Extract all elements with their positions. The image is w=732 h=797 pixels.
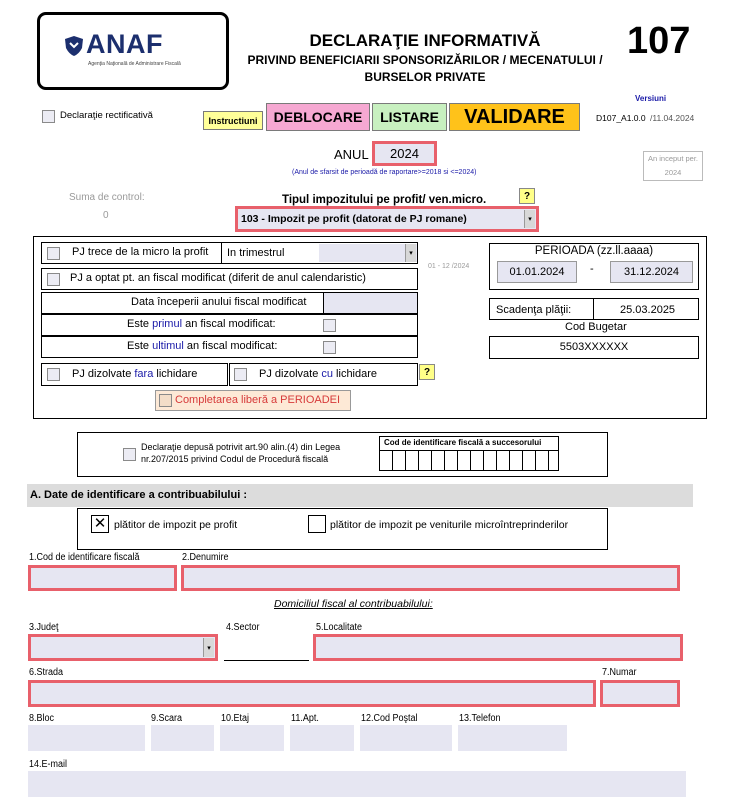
- dissolved-without-label: PJ dizolvate fara lichidare: [72, 368, 198, 380]
- fiscal-modified-checkbox[interactable]: [47, 273, 60, 286]
- anaf-logo: [37, 12, 229, 90]
- dissolved-help-button[interactable]: ?: [419, 364, 435, 380]
- phone-label: 13.Telefon: [459, 713, 501, 724]
- last-year-label: Este ultimul an fiscal modificat:: [127, 340, 278, 352]
- logo-text: ANAF: [86, 29, 163, 59]
- trimestru-label: In trimestrul: [227, 247, 285, 259]
- rectificativa-label: Declaraţie rectificativă: [60, 110, 153, 121]
- year-label: ANUL: [334, 147, 369, 162]
- numar-input[interactable]: [600, 680, 680, 707]
- control-sum-value: 0: [103, 210, 109, 221]
- scara-input[interactable]: [151, 725, 214, 751]
- year-hint: (Anul de sfarsit de perioadă de raportare>=2018 si <=2024): [292, 169, 477, 176]
- an-inceput-value: 2024: [664, 168, 682, 177]
- form-number: 107: [627, 20, 691, 62]
- first-year-label: Este primul an fiscal modificat:: [127, 318, 276, 330]
- localitate-input[interactable]: [313, 634, 683, 661]
- payer-micro-label: plătitor de impozit pe veniturile microîntreprinderilor: [330, 519, 569, 531]
- phone-input[interactable]: [458, 725, 567, 751]
- start-date-label: Data începerii anului fiscal modificat: [131, 296, 307, 308]
- trimestru-select[interactable]: [221, 242, 418, 264]
- cif-input[interactable]: [28, 565, 177, 591]
- localitate-label: 5.Localitate: [316, 622, 363, 633]
- sector-label: 4.Sector: [226, 622, 260, 633]
- section-a-title: A. Date de identificare a contribuabilului :: [30, 489, 247, 501]
- name-label: 2.Denumire: [182, 552, 229, 563]
- micro-checkbox[interactable]: [47, 247, 60, 260]
- tax-type-selected: 103 - Impozit pe profit (datorat de PJ romane): [241, 213, 467, 225]
- successor-cif-label: Cod de identificare fiscală a succesorului: [384, 438, 542, 447]
- budget-value: 5503XXXXXX: [489, 336, 699, 359]
- control-sum-label: Suma de control:: [69, 192, 145, 203]
- bloc-input[interactable]: [28, 725, 145, 751]
- judet-label: 3.Judeţ: [29, 622, 59, 633]
- chevron-down-icon[interactable]: ▾: [524, 210, 535, 228]
- art90-checkbox[interactable]: [123, 448, 136, 461]
- versions-link[interactable]: Versiuni: [635, 94, 667, 103]
- email-input[interactable]: [28, 771, 686, 797]
- free-period-button[interactable]: [155, 390, 351, 411]
- chevron-down-icon[interactable]: ▾: [405, 244, 416, 262]
- page-subtitle-line2: BURSELOR PRIVATE: [364, 70, 486, 84]
- dissolved-with-checkbox[interactable]: [234, 368, 247, 381]
- trimestru-value-box: [319, 244, 417, 262]
- date-from-input[interactable]: 01.01.2024: [497, 261, 577, 283]
- tax-type-help-button[interactable]: ?: [519, 188, 535, 204]
- version-code: D107_A1.0.0: [596, 113, 646, 123]
- perioada-label: PERIOADA (zz.ll.aaaa): [534, 245, 654, 257]
- apt-label: 11.Apt.: [291, 713, 319, 724]
- payer-profit-label: plătitor de impozit pe profit: [114, 519, 238, 531]
- tax-type-select[interactable]: [235, 206, 539, 232]
- sector-input[interactable]: [224, 636, 309, 661]
- strada-label: 6.Strada: [29, 667, 64, 678]
- dissolved-with-label: PJ dizolvate cu lichidare: [259, 368, 378, 380]
- art90-line2: nr.207/2015 privind Codul de Procedură fiscală: [141, 454, 329, 464]
- version-date: /11.04.2024: [650, 113, 695, 123]
- an-inceput-label: An inceput per.: [647, 154, 699, 163]
- start-date-input[interactable]: [323, 293, 417, 313]
- successor-cif-box: [379, 436, 559, 471]
- bloc-label: 8.Bloc: [29, 713, 55, 724]
- first-year-checkbox[interactable]: [323, 319, 336, 332]
- page-subtitle-line1: PRIVIND BENEFICIARII SPONSORIZĂRILOR / MECENATULUI /: [247, 53, 603, 67]
- validare-button[interactable]: VALIDARE: [449, 103, 580, 131]
- email-label: 14.E-mail: [29, 759, 68, 770]
- year-input[interactable]: 2024: [372, 141, 437, 166]
- domicile-label: Domiciliul fiscal al contribuabilului:: [274, 598, 433, 610]
- etaj-input[interactable]: [220, 725, 284, 751]
- due-divider: [593, 298, 594, 320]
- fiscal-modified-label: PJ a optat pt. an fiscal modificat (diferit de anul calendaristic): [70, 272, 366, 284]
- strada-input[interactable]: [28, 680, 596, 707]
- rectificativa-checkbox[interactable]: [42, 110, 55, 123]
- date-hint: 01 - 12 /2024: [428, 263, 470, 270]
- free-period-label: Completarea liberă a PERIOADEI: [175, 394, 341, 406]
- dissolved-without-checkbox[interactable]: [47, 368, 60, 381]
- apt-input[interactable]: [290, 725, 354, 751]
- payer-micro-checkbox[interactable]: [308, 515, 326, 533]
- date-to-input[interactable]: 31.12.2024: [610, 261, 693, 283]
- art90-line1: Declaraţie depusă potrivit art.90 alin.(4) din Legea: [141, 442, 341, 452]
- instructions-button[interactable]: Instructiuni: [203, 111, 263, 130]
- due-value: 25.03.2025: [620, 304, 676, 316]
- micro-label: PJ trece de la micro la profit: [72, 246, 209, 258]
- postal-input[interactable]: [360, 725, 452, 751]
- scara-label: 9.Scara: [151, 713, 183, 724]
- listare-button[interactable]: LISTARE: [372, 103, 447, 131]
- payer-profit-checkbox[interactable]: ✕: [91, 515, 109, 533]
- judet-select[interactable]: [28, 634, 218, 661]
- due-label: Scadenţa plăţii:: [496, 304, 572, 316]
- shield-icon: [64, 35, 84, 57]
- chevron-down-icon[interactable]: ▾: [203, 638, 214, 657]
- numar-label: 7.Numar: [602, 667, 637, 678]
- page-title: DECLARAŢIE INFORMATIVĂ: [309, 31, 541, 50]
- tax-type-label: Tipul impozitului pe profit/ ven.micro.: [282, 194, 487, 206]
- deblocare-button[interactable]: DEBLOCARE: [266, 103, 370, 131]
- cif-label: 1.Cod de identificare fiscală: [29, 552, 140, 563]
- postal-label: 12.Cod Poştal: [361, 713, 418, 724]
- name-input[interactable]: [181, 565, 680, 591]
- free-period-checkbox[interactable]: [159, 394, 172, 407]
- last-year-checkbox[interactable]: [323, 341, 336, 354]
- budget-label: Cod Bugetar: [565, 321, 627, 333]
- logo-subtitle: Agenţia Naţională de Administrare Fiscală: [88, 61, 181, 67]
- successor-cif-cells[interactable]: [380, 450, 558, 470]
- etaj-label: 10.Etaj: [221, 713, 250, 724]
- date-separator: -: [590, 263, 594, 275]
